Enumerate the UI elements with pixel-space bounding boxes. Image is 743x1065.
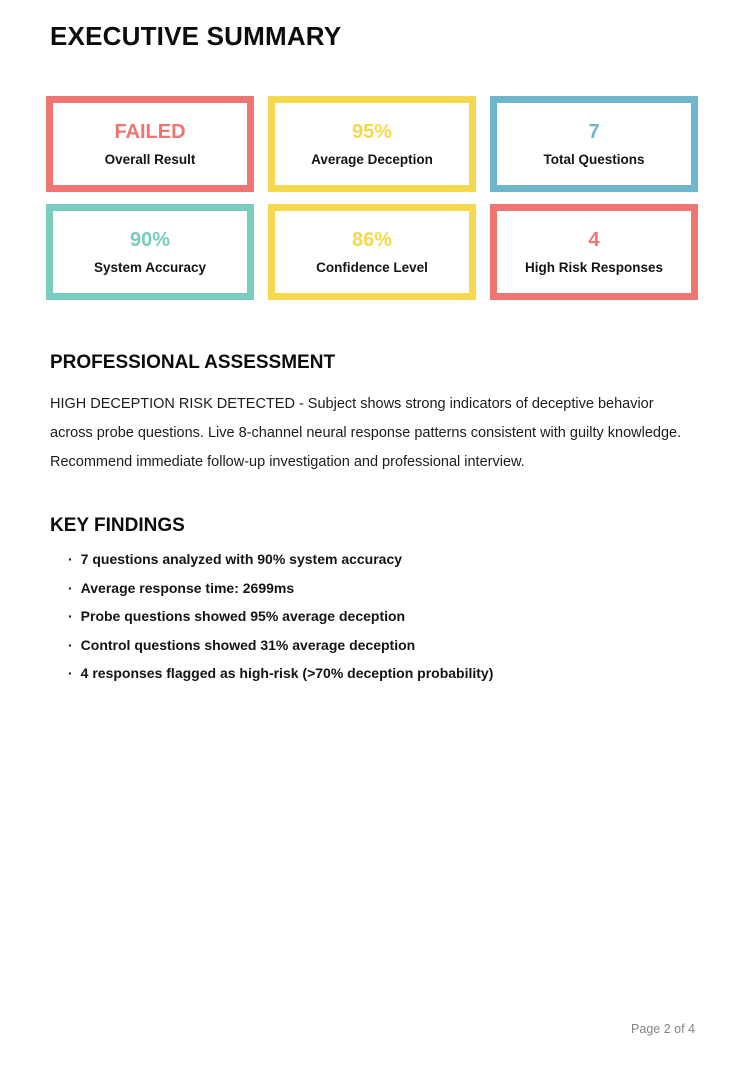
stat-value: FAILED [114, 120, 186, 143]
stat-card-system-accuracy [46, 204, 254, 300]
finding-text: 4 responses flagged as high-risk (>70% deception probability) [80, 665, 494, 681]
stat-card-average-deception [268, 96, 476, 192]
finding-item [68, 580, 693, 597]
page-number: Page 2 of 4 [631, 1022, 695, 1036]
findings-list [68, 551, 693, 682]
report-page [0, 21, 743, 1065]
stat-label: Confidence Level [316, 259, 428, 275]
bullet-icon: · [68, 608, 73, 624]
findings-heading: KEY FINDINGS [50, 515, 185, 536]
finding-text: Control questions showed 31% average deception [80, 636, 416, 653]
stats-grid [46, 96, 698, 300]
bullet-icon: · [68, 636, 73, 653]
stat-label: Overall Result [104, 151, 196, 167]
bullet-icon: · [68, 551, 73, 567]
page-title: EXECUTIVE SUMMARY [50, 21, 342, 51]
stat-value: 95% [351, 120, 393, 143]
stat-label: Average Deception [311, 151, 433, 167]
assessment-heading: PROFESSIONAL ASSESSMENT [50, 352, 336, 373]
finding-text: Probe questions showed 95% average deception [80, 608, 406, 624]
bullet-icon: · [68, 579, 73, 596]
finding-item [68, 608, 693, 625]
finding-text: 7 questions analyzed with 90% system accuracy [80, 551, 403, 567]
bullet-icon: · [68, 665, 73, 681]
stat-label: High Risk Responses [524, 259, 664, 275]
stat-label: Total Questions [543, 151, 645, 167]
assessment-body-text: HIGH DECEPTION RISK DETECTED - Subject shows strong indicators of deceptive behavior across probe questions. Live 8-channel neural response patterns consistent with guilty knowledge. Recommend immediate follow-up investigation and professional interview. [50, 396, 682, 470]
finding-item [68, 637, 693, 654]
stat-value: 7 [588, 120, 600, 143]
finding-text: Average response time: 2699ms [80, 579, 295, 596]
finding-item [68, 665, 693, 682]
stat-value: 90% [129, 228, 171, 251]
finding-item [68, 551, 693, 568]
stat-card-confidence-level [268, 204, 476, 300]
stat-card-high-risk-responses [490, 204, 698, 300]
stat-value: 86% [351, 228, 393, 251]
stat-card-total-questions [490, 96, 698, 192]
stat-card-overall-result [46, 96, 254, 192]
stat-value: 4 [588, 228, 600, 251]
stat-label: System Accuracy [93, 259, 207, 275]
